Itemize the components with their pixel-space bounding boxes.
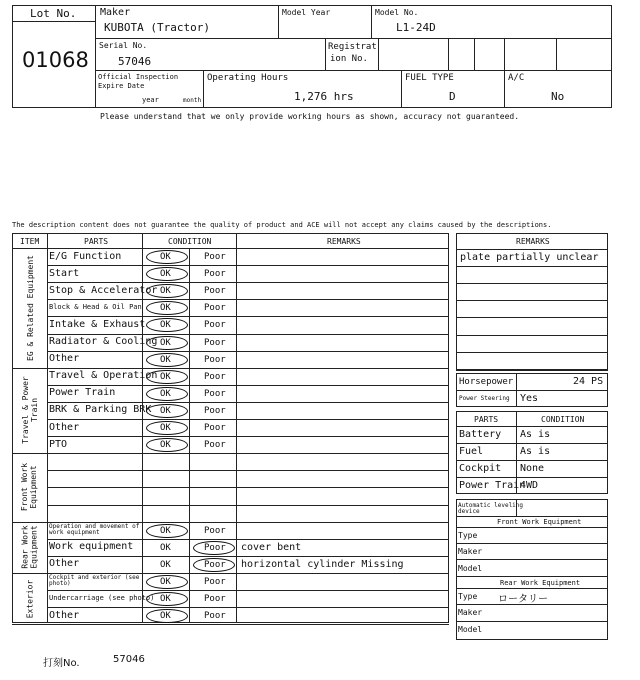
- month-label: month: [183, 97, 202, 104]
- rear-equipment-label: Maker: [458, 608, 483, 617]
- poor-label: Poor: [204, 594, 226, 604]
- front-equipment-label: Model: [458, 564, 483, 573]
- part-label: E/G Function: [49, 250, 122, 262]
- poor-label: Poor: [204, 320, 226, 331]
- ok-label: OK: [160, 423, 171, 433]
- ok-label: OK: [160, 320, 171, 331]
- poor-label: Poor: [204, 423, 226, 433]
- hours-label: Operating Hours: [207, 73, 289, 83]
- condition-row-label: Fuel: [459, 446, 484, 457]
- ok-circle-mark: [146, 250, 188, 264]
- condition-row-value: 4WD: [520, 480, 539, 491]
- poor-label: Poor: [204, 303, 226, 314]
- hours-notice: Please understand that we only provide working hours as shown, accuracy not guaranteed.: [100, 112, 520, 121]
- poor-label: Poor: [204, 286, 226, 297]
- condition-header: CONDITION: [168, 237, 212, 246]
- condition-row-value: None: [520, 463, 545, 474]
- fuel-type-value: D: [449, 90, 456, 103]
- lot-label: Lot No.: [30, 7, 77, 20]
- remark-text: horizontal cylinder Missing: [241, 558, 404, 570]
- poor-label: Poor: [204, 559, 226, 570]
- hours-value: 1,276 hrs: [294, 90, 354, 103]
- poor-label: Poor: [204, 337, 226, 348]
- part-label: Stop & Accelerator: [49, 284, 158, 296]
- part-label: Power Train: [49, 387, 116, 399]
- serial-value: 57046: [118, 55, 152, 68]
- power-steering-label: Power Steering: [459, 395, 510, 402]
- ok-label: OK: [160, 542, 171, 553]
- rear-equipment-label: Model: [458, 625, 483, 634]
- ok-label: OK: [160, 388, 171, 399]
- ok-label: OK: [160, 354, 171, 365]
- ac-value: No: [551, 90, 565, 103]
- ok-label: OK: [160, 525, 171, 536]
- remarks-box-header: REMARKS: [516, 237, 550, 246]
- part-label: Other: [49, 558, 80, 570]
- group-label: Rear Work Equipment: [20, 525, 39, 569]
- part-label: Operation and movement of work equipment: [49, 522, 140, 536]
- poor-label: Poor: [204, 252, 226, 262]
- ok-label: OK: [160, 405, 171, 416]
- item-header: ITEM: [20, 237, 40, 246]
- part-label: Work equipment: [49, 541, 134, 553]
- year-label: year: [142, 96, 159, 104]
- part-label: PTO: [49, 438, 68, 450]
- poor-label: Poor: [204, 371, 226, 382]
- part-label: Block & Head & Oil Pan: [49, 303, 142, 312]
- condition-row-label: Battery: [459, 429, 502, 440]
- remarks-header: REMARKS: [327, 237, 361, 246]
- ok-circle-mark: [146, 353, 188, 367]
- ac-label: A/C: [508, 73, 525, 83]
- parts-subheader: PARTS: [474, 415, 499, 424]
- front-equipment-label: Type: [458, 531, 478, 540]
- group-label: EG & Related Equipment: [25, 254, 34, 361]
- condition-row-value: As is: [520, 429, 551, 440]
- group-label: Travel & Power Train: [20, 376, 39, 445]
- maker-value: KUBOTA (Tractor): [104, 21, 210, 34]
- part-label: Other: [49, 421, 80, 433]
- group-label: Exterior: [24, 579, 34, 618]
- poor-label: Poor: [204, 611, 226, 622]
- part-label: Start: [49, 267, 80, 279]
- registration-label: Registrat: [328, 42, 377, 52]
- part-label: Undercarriage (see photo): [49, 594, 155, 603]
- part-label: BRK & Parking BRK: [49, 404, 152, 416]
- part-label: Intake & Exhaust: [49, 318, 146, 330]
- front-equipment-title: Front Work Equipment: [497, 518, 582, 526]
- ok-label: OK: [160, 286, 171, 297]
- ok-label: OK: [160, 611, 171, 622]
- leveling-label-2: device: [458, 508, 480, 515]
- ok-label: OK: [160, 303, 171, 314]
- condition-subheader: CONDITION: [541, 415, 585, 424]
- poor-label: Poor: [204, 269, 226, 280]
- maker-label: Maker: [100, 7, 131, 18]
- poor-label: Poor: [204, 405, 226, 416]
- poor-label: Poor: [204, 440, 226, 451]
- part-label: Travel & Operation: [49, 370, 158, 382]
- rear-equipment-label: Type: [458, 592, 478, 601]
- poor-label: Poor: [204, 542, 226, 553]
- ok-label: OK: [160, 576, 171, 587]
- stamp-no-value: 57046: [113, 654, 145, 665]
- condition-row-label: Power Train: [459, 480, 526, 491]
- poor-circle-mark: [193, 541, 235, 555]
- part-label: Radiator & Cooling: [49, 336, 158, 348]
- ok-label: OK: [160, 371, 171, 382]
- condition-row-label: Cockpit: [459, 463, 502, 474]
- ok-circle-mark: [146, 524, 188, 538]
- remarks-line: plate partially unclear: [460, 252, 599, 263]
- lot-number: 01068: [22, 48, 89, 72]
- front-equipment-label: Maker: [458, 547, 483, 556]
- stamp-no-label: 打刻No.: [43, 658, 80, 669]
- inspection-label: Official Inspection: [98, 73, 179, 81]
- group-label: Front Work Equipment: [20, 463, 39, 512]
- poor-circle-mark: [193, 558, 235, 572]
- ok-label: OK: [160, 269, 171, 280]
- remark-text: cover bent: [241, 541, 302, 553]
- condition-row-value: As is: [520, 446, 551, 457]
- part-label: Other: [49, 353, 80, 365]
- ok-circle-mark: [146, 575, 188, 589]
- inspection-label-2: Expire Date: [98, 82, 145, 90]
- ok-circle-mark: [146, 387, 188, 401]
- model-no-label: Model No.: [375, 8, 419, 17]
- ok-label: OK: [160, 559, 171, 570]
- disclaimer: The description content does not guarantee the quality of product and ACE will not accept any claims caused by the descriptions.: [12, 221, 552, 229]
- power-steering-value: Yes: [520, 393, 539, 404]
- serial-label: Serial No.: [99, 41, 148, 50]
- horsepower-value: 24 PS: [573, 376, 604, 387]
- part-label: Cockpit and exterior (see photo): [49, 573, 140, 587]
- registration-label-2: ion No.: [330, 54, 368, 64]
- poor-label: Poor: [204, 576, 226, 587]
- ok-circle-mark: [146, 421, 188, 435]
- model-no-value: L1-24D: [396, 21, 436, 34]
- part-label: Other: [49, 609, 80, 621]
- ok-label: OK: [160, 337, 171, 348]
- ok-circle-mark: [146, 404, 188, 418]
- horsepower-label: Horsepower: [459, 377, 514, 387]
- ok-label: OK: [160, 440, 171, 451]
- model-year-label: Model Year: [282, 8, 331, 17]
- ok-circle-mark: [146, 370, 188, 384]
- leveling-label: Automatic leveling: [458, 502, 524, 509]
- poor-label: Poor: [204, 354, 226, 365]
- ok-label: OK: [160, 594, 171, 604]
- rear-equipment-title: Rear Work Equipment: [500, 579, 581, 587]
- fuel-type-label: FUEL TYPE: [405, 73, 454, 83]
- parts-header: PARTS: [84, 237, 109, 246]
- rear-equipment-value: ロータリー: [498, 594, 548, 605]
- ok-circle-mark: [146, 336, 188, 350]
- poor-label: Poor: [204, 388, 226, 399]
- poor-label: Poor: [204, 525, 226, 536]
- ok-circle-mark: [146, 592, 188, 606]
- ok-label: OK: [160, 252, 171, 262]
